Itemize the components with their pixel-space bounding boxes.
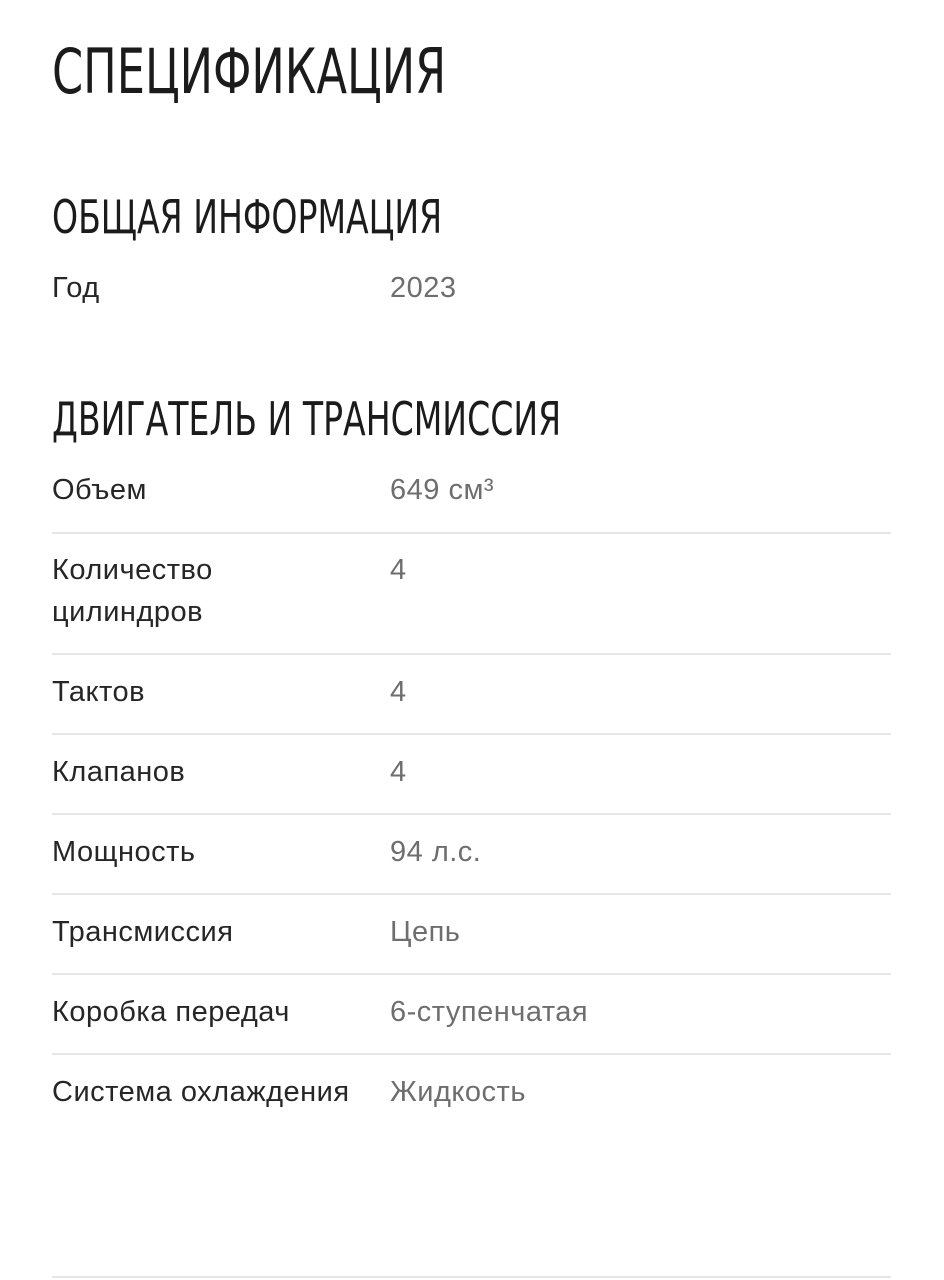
spec-label: Система охлаждения	[52, 1076, 350, 1108]
section-title-engine: ДВИГАТЕЛЬ И ТРАНСМИССИЯ	[52, 392, 562, 446]
spec-row-cylinders	[52, 549, 891, 655]
spec-value: 649 см³	[390, 474, 495, 506]
spec-value: 4	[390, 554, 407, 586]
spec-label: Клапанов	[52, 756, 186, 788]
spec-value: 4	[390, 676, 407, 708]
spec-row-year	[52, 267, 891, 327]
bottom-divider	[52, 1276, 891, 1278]
spec-row-cooling	[52, 1071, 891, 1175]
spec-label: Год	[52, 272, 100, 304]
spec-row-valves	[52, 751, 891, 815]
spec-row-power	[52, 831, 891, 895]
spec-value: 2023	[390, 272, 457, 304]
spec-value: 6-ступенчатая	[390, 996, 589, 1028]
section-title-general: ОБЩАЯ ИНФОРМАЦИЯ	[52, 190, 443, 244]
spec-value: 4	[390, 756, 407, 788]
spec-label: Тактов	[52, 676, 146, 708]
spec-value: Жидкость	[390, 1076, 526, 1108]
spec-label: Коробка передач	[52, 996, 290, 1028]
spec-value: 94 л.с.	[390, 836, 482, 868]
spec-label: Количество цилиндров	[52, 554, 213, 628]
spec-row-displacement	[52, 469, 891, 534]
spec-label: Трансмиссия	[52, 916, 234, 948]
spec-row-gearbox	[52, 991, 891, 1055]
page-title: СПЕЦИФИКАЦИЯ	[52, 35, 447, 108]
spec-row-strokes	[52, 671, 891, 735]
spec-label: Объем	[52, 474, 147, 506]
spec-label: Мощность	[52, 836, 196, 868]
spec-row-transmission	[52, 911, 891, 975]
spec-value: Цепь	[390, 916, 461, 948]
